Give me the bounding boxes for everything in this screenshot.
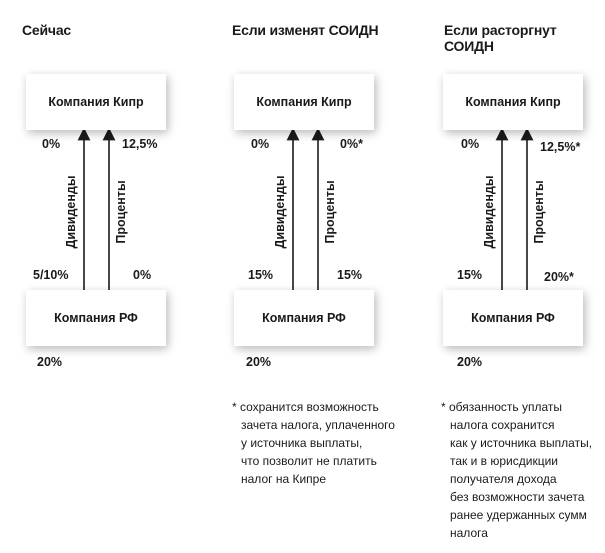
rate-top-right-now: 12,5% xyxy=(122,137,158,151)
rate-bottom-right-if-changed: 15% xyxy=(337,268,363,282)
rate-top-left-now: 0% xyxy=(42,137,61,151)
dividends-label-now: Дивиденды xyxy=(64,175,78,249)
interest-label-now: Проценты xyxy=(114,180,128,244)
company-rf-box-now xyxy=(26,290,166,346)
company-cyprus-box-if-changed xyxy=(234,74,374,130)
footnote-line: налог на Кипре xyxy=(241,472,326,486)
company-rf-label: Компания РФ xyxy=(471,311,555,325)
company-rf-box-if-terminated xyxy=(443,290,583,346)
footnote-line: налога xyxy=(450,526,488,540)
footnote-line: * обязанность уплаты xyxy=(441,400,563,414)
footnote-line: * сохранится возможность xyxy=(232,400,379,414)
rate-top-right-if-terminated: 12,5%* xyxy=(540,140,581,154)
company-rf-label: Компания РФ xyxy=(54,311,138,325)
footnote-line: получателя дохода xyxy=(450,472,557,486)
rate-below-if-changed: 20% xyxy=(246,355,272,369)
footnote-line: как у источника выплаты, xyxy=(450,436,593,450)
footnote-if-changed xyxy=(232,398,395,488)
rate-top-right-if-changed: 0%* xyxy=(340,137,363,151)
interest-label-if-changed: Проценты xyxy=(323,180,337,244)
footnote-line: что позволит не платить xyxy=(241,454,377,468)
interest-label-if-terminated: Проценты xyxy=(532,180,546,244)
rate-bottom-left-now: 5/10% xyxy=(33,268,69,282)
rate-bottom-right-now: 0% xyxy=(133,268,152,282)
dividends-label-if-changed: Дивиденды xyxy=(273,175,287,249)
company-cyprus-box-now xyxy=(26,74,166,130)
rate-top-left-if-terminated: 0% xyxy=(461,137,480,151)
rate-top-left-if-changed: 0% xyxy=(251,137,270,151)
footnote-line: без возможности зачета xyxy=(450,490,585,504)
rate-below-if-terminated: 20% xyxy=(457,355,483,369)
rate-below-now: 20% xyxy=(37,355,63,369)
dividends-label-if-terminated: Дивиденды xyxy=(482,175,496,249)
rate-bottom-left-if-changed: 15% xyxy=(248,268,274,282)
rate-bottom-right-if-terminated: 20%* xyxy=(544,270,574,284)
footnote-line: так и в юрисдикции xyxy=(450,454,558,468)
column-title-if-changed: Если изменят СОИДН xyxy=(232,22,379,38)
footnote-if-terminated xyxy=(441,398,592,542)
column-title-if-terminated: Если расторгнут СОИДН xyxy=(444,22,557,54)
company-rf-label: Компания РФ xyxy=(262,311,346,325)
footnote-line: у источника выплаты, xyxy=(241,436,363,450)
column-title-now: Сейчас xyxy=(22,22,72,38)
footnote-line: зачета налога, уплаченного xyxy=(241,418,395,432)
company-cyprus-label: Компания Кипр xyxy=(48,95,144,109)
company-cyprus-label: Компания Кипр xyxy=(256,95,352,109)
company-cyprus-box-if-terminated xyxy=(443,74,583,130)
footnote-line: налога сохранится xyxy=(450,418,555,432)
company-cyprus-label: Компания Кипр xyxy=(465,95,561,109)
footnote-line: ранее удержанных сумм xyxy=(450,508,587,522)
rate-bottom-left-if-terminated: 15% xyxy=(457,268,483,282)
company-rf-box-if-changed xyxy=(234,290,374,346)
